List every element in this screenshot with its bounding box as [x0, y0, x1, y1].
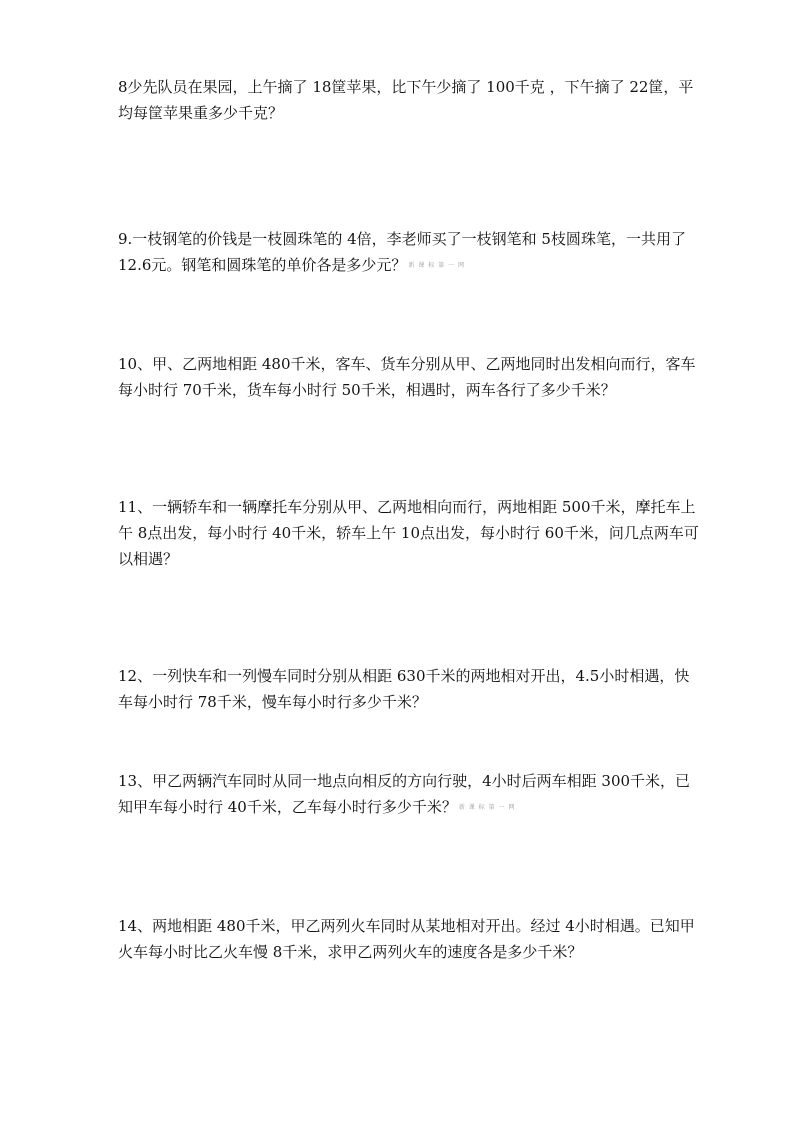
problem-9 [118, 226, 703, 279]
problem-12 [118, 663, 703, 715]
problem-11 [118, 494, 703, 572]
problem-14-text: 14、两地相距 480千米，甲乙两列火车同时从某地相对开出。经过 4小时相遇。已知甲火车每小时比乙火车慢 8千米，求甲乙两列火车的速度各是多少千米？ [118, 917, 695, 961]
problem-11-text: 11、一辆轿车和一辆摩托车分别从甲、乙两地相向而行，两地相距 500千米，摩托车上午 8点出发，每小时行 40千米，轿车上午 10点出发，每小时行 60千米，问几点两车可以相遇？ [118, 498, 699, 568]
problem-10 [118, 351, 703, 403]
problem-14 [118, 913, 703, 965]
problem-13-text: 13、甲乙两辆汽车同时从同一地点向相反的方向行驶，4小时后两车相距 300千米，已知甲车每小时行 40千米，乙车每小时行多少千米？ [118, 772, 691, 816]
problem-9-text: 9.一枝钢笔的价钱是一枝圆珠笔的 4倍，李老师买了一枝钢笔和 5枝圆珠笔，一共用了 12.6元。钢笔和圆珠笔的单价各是多少元？ [118, 230, 686, 274]
problem-8-text: 8少先队员在果园，上午摘了 18筐苹果，比下午少摘了 100千克 ，下午摘了 22筐，平均每筐苹果重多少千克？ [118, 78, 694, 122]
watermark-text: 新 课 标 第 一 网 [408, 262, 465, 269]
problem-13 [118, 768, 703, 821]
problem-10-text: 10、甲、乙两地相距 480千米，客车、货车分别从甲、乙两地同时出发相向而行，客车每小时行 70千米，货车每小时行 50千米，相遇时，两车各行了多少千米？ [118, 355, 696, 399]
problem-12-text: 12、一列快车和一列慢车同时分别从相距 630千米的两地相对开出，4.5小时相遇，快车每小时行 78千米，慢车每小时行多少千米？ [118, 667, 690, 711]
watermark-text: 新 课 标 第 一 网 [458, 804, 516, 811]
problem-8 [118, 74, 703, 126]
